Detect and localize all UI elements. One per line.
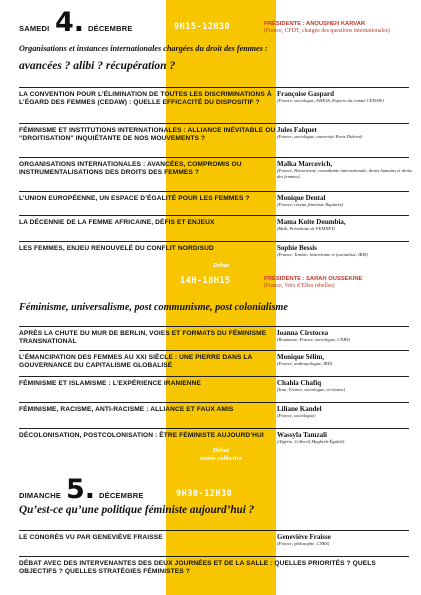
speaker	[277, 244, 417, 258]
day1-weekday: SAMEDI	[19, 24, 50, 33]
presidency-name: SARAH OUSSEKINE	[306, 276, 363, 282]
debate-label: Débat	[213, 262, 229, 269]
speaker-affiliation: (France, Tunisie, historienne et journaliste, IRIS)	[277, 252, 368, 257]
speaker	[277, 431, 417, 445]
day2-month: DÉCEMBRE	[99, 491, 144, 500]
day2-number: 5.	[66, 474, 96, 505]
speaker-affiliation: (France, anthropologue, IRD)	[277, 361, 333, 366]
speaker	[277, 329, 417, 343]
talk-row	[19, 215, 409, 240]
speaker-affiliation: (France, sociologue, EHESS, Experte du comité CEDAW)	[277, 98, 384, 103]
speaker-affiliation: (France, sociologue)	[277, 413, 316, 418]
talk-title: DÉCOLONISATION, POSTCOLONISATION : ÊTRE FÉMINISTE AUJOURD’HUI	[19, 432, 264, 439]
speaker	[277, 533, 417, 547]
talk-title: LA CONVENTION POUR L’ÉLIMINATION DE TOUTES LES DISCRIMINATIONS À L’ÉGARD DES FEMMES (CEDAW) : QUELLE EFFICACITÉ DU DISPOSITIF ?	[19, 91, 272, 106]
talk-title: APRÈS LA CHUTE DU MUR DE BERLIN, VOIES ET FORMATS DU FÉMINISME TRANSNATIONAL	[19, 330, 267, 345]
speaker	[277, 90, 417, 104]
speaker	[277, 353, 417, 367]
speaker-name: Chahla Chafiq	[277, 379, 322, 387]
afternoon-time: 14H-18H15	[180, 276, 231, 286]
speaker	[277, 405, 417, 419]
speaker-name: Wassyla Tamzali	[277, 431, 327, 439]
speaker-affiliation: (Iran, France, sociologue, écrivaine)	[277, 387, 346, 392]
speaker-name: Monique Dental	[277, 194, 326, 202]
speaker-affiliation: (Algérie, Collectif Maghreb-Égalité).	[277, 439, 346, 444]
speaker	[277, 160, 417, 179]
speaker-affiliation: (France, sociologue, université Paris Diderot)	[277, 134, 363, 139]
session1-title-line2: avancées ? alibi ? récupération ?	[19, 60, 176, 72]
talk-row	[19, 191, 409, 214]
speaker-affiliation: (France, Historienne, consultante internationale, droits humains et droits des femmes).	[277, 168, 413, 179]
speaker	[277, 218, 417, 232]
talk-row	[19, 326, 409, 349]
talk-title: LE CONGRÈS VU PAR GENEVIÈVE FRAISSE	[19, 534, 163, 541]
talk-row	[19, 350, 409, 375]
talk-row	[19, 157, 413, 192]
talk-title: LA DÉCENNIE DE LA FEMME AFRICAINE, DÉFIS ET ENJEUX	[19, 219, 215, 226]
final-debate-row	[19, 556, 409, 583]
speaker	[277, 194, 417, 208]
presidency-name: ANOUSHEH KARVAR	[306, 21, 366, 27]
evening-block	[166, 447, 276, 463]
presidency-affiliation: (France, CFDT, chargée des questions internationales)	[264, 28, 390, 35]
day1-presidency	[264, 21, 414, 35]
speaker-affiliation: (France, philosophe, CNRS)	[277, 541, 330, 546]
session2-title: Féminisme, universalisme, post communisme, post colonialisme	[19, 302, 288, 313]
day2-weekday: DIMANCHE	[19, 491, 62, 500]
talk-title: FÉMINISME ET INSTITUTIONS INTERNATIONALES : ALLIANCE INÉVITABLE OU “DROITISATION” INQUIÉTANTE DE NOS MOUVEMENTS ?	[19, 127, 276, 142]
presidency-label: PRÉSIDENTE :	[264, 276, 305, 282]
talk-row	[19, 530, 409, 555]
talk-row	[19, 428, 409, 449]
speaker	[277, 379, 417, 393]
debate-label: Débat	[213, 447, 229, 454]
day1-time: 9H15-12H30	[174, 22, 231, 32]
speaker-name: Sophie Bessis	[277, 244, 317, 252]
talk-row	[19, 402, 409, 427]
speaker-name: Monique Sélim,	[277, 353, 325, 361]
day1-number: 4.	[55, 7, 85, 38]
afternoon-presidency	[264, 276, 414, 290]
speaker	[277, 126, 417, 140]
speaker-name: Malka Marcovich,	[277, 160, 333, 168]
speaker-name: Ioanna Cîrstocea	[277, 329, 329, 337]
evening-label: soirée collective	[199, 455, 243, 463]
speaker-name: Françoise Gaspard	[277, 90, 334, 98]
talk-row	[19, 376, 409, 401]
speaker-name: Jules Falquet	[277, 126, 317, 134]
speaker-affiliation: (France, réseau féministe Ruptures)	[277, 202, 344, 207]
final-debate-text: DÉBAT AVEC DES INTERVENANTES DES DEUX JOURNÉES ET DE LA SALLE : QUELLES PRIORITÉS ? QUELS OBJECTIFS ? QUELLES STRATÉGIES FÉMINISTES ?	[19, 560, 376, 575]
talk-title: FÉMINISME, RACISME, ANTI-RACISME : ALLIANCE ET FAUX AMIS	[19, 406, 234, 413]
presidency-affiliation: (France, Voix d’Elles rebelles)	[264, 283, 335, 290]
day1-month: DÉCEMBRE	[88, 24, 133, 33]
talk-title: L’UNION EUROPÉENNE, UN ESPACE D’ÉGALITÉ POUR LES FEMMES ?	[19, 195, 250, 202]
talk-row	[19, 123, 409, 160]
talk-row	[19, 87, 409, 126]
talk-row	[19, 241, 409, 262]
talk-title: LES FEMMES, ENJEU RENOUVELÉ DU CONFLIT NORD/SUD	[19, 245, 214, 252]
speaker-name: Geneviève Fraisse	[277, 533, 331, 541]
presidency-label: PRÉSIDENTE :	[264, 21, 305, 27]
speaker-affiliation: (Roumanie, France, sociologue, CNRS)	[277, 337, 350, 342]
speaker-name: Liliane Kandel	[277, 405, 322, 413]
session1-title-line1: Organisations et instances internationales chargées du droit des femmes :	[19, 44, 268, 53]
speaker-name: Mama Koite Doumbia,	[277, 218, 346, 226]
talk-title: L’ÉMANCIPATION DES FEMMES AU XXI SIÈCLE : UNE PIERRE DANS LA GOUVERNANCE DU CAPITALISME GLOBALISÉ	[19, 354, 253, 369]
session3-title: Qu’est-ce qu’une politique féministe aujourd’hui ?	[19, 504, 255, 516]
talk-title: FÉMINISME ET ISLAMISME : L’EXPÉRIENCE IRANIENNE	[19, 380, 202, 387]
speaker-affiliation: (Mali, Présidente de FEMNET)	[277, 226, 336, 231]
talk-title: ORGANISATIONS INTERNATIONALES : AVANCÉES, COMPROMIS OU INSTRUMENTALISATIONS DES DROITS DES FEMMES ?	[19, 161, 242, 176]
day2-time: 9H30-12H30	[176, 489, 233, 499]
